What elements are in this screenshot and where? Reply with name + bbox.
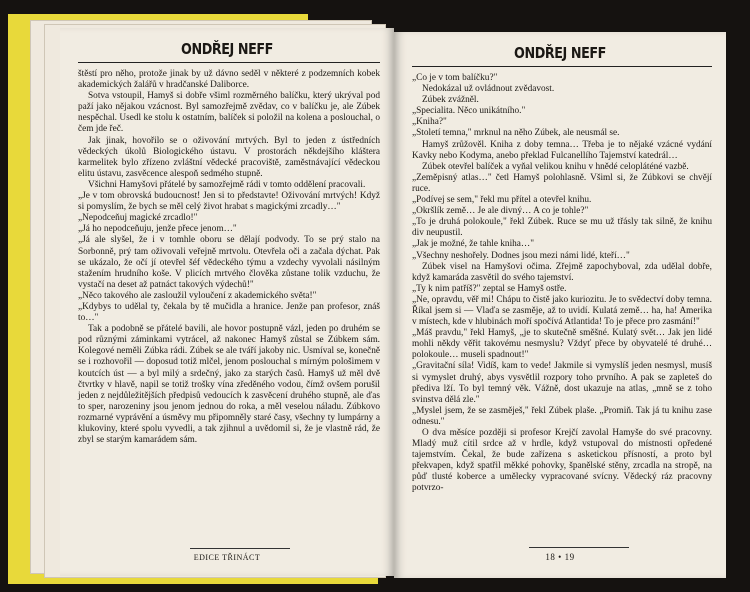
paragraph: „Specialita. Něco unikátního." bbox=[412, 106, 526, 117]
paragraph: „Kdybys to udělal ty, čekala by tě mučidla a hranice. Jenže pan profesor, znáš to…" bbox=[78, 301, 380, 324]
paragraph: „Jak je možné, že tahle kniha…" bbox=[412, 239, 535, 250]
paragraph: „Století temna," mrknul na něho Zúbek, ale neusmál se. bbox=[412, 128, 620, 139]
paragraph: „Všechny neshořely. Dodnes jsou mezi námi lidé, kteří…" bbox=[412, 250, 630, 261]
paragraph: „Myslel jsem, že se zasměješ," řekl Zúbek plaše. „Promiň. Tak já tu knihu zase odnesu." bbox=[412, 405, 712, 427]
page-numbers: 18 • 19 bbox=[545, 552, 575, 562]
header-rule bbox=[78, 62, 380, 63]
footer-rule bbox=[190, 548, 290, 549]
left-page bbox=[60, 28, 394, 576]
paragraph: Tak a podobně se přátelé bavili, ale hovor postupně vázl, jeden po druhém se pod různými záminkami vytrácel, až nakonec Hamyš zůstal se Zúbkem sám. Kolegové neměli Zúbka rádi. Zúbek se ale tváří jakoby nic. Usmíval se, konečně se i rozhovořil — doposud totiž mlčel, jenom poslouchal s mírným pološimem v koutcích úst — a byl milý a srdečný, jako za starých časů. Hamyš už měl dvě čtvrtky v hlavě, napil se totiž trošky vína zředěného vodou, čímž ovšem porušil jeden z nejdůležitějších předpisů vedoucích k zasvěcení druhého stupně, ale ďas to sper, narozeniny jsou jenom jednou do roka, a měl veselou náladu. Zúbkovo rozmarné vyprávění a úsměvy mu připomněly staré časy, všechny ty lumpárny a klukoviny, které spolu vyvedli, a tak zjihnul a uvědomil si, že je vlastně rád, že zbyl se starým kamarádem sám. bbox=[78, 324, 380, 446]
paragraph: Hamyš zrůžověl. Kniha z doby temna… Třeba je to nějaké vzácné vydání Kavky nebo Kodyma, anebo překlad Fulcanellího Tajemství katedrál… bbox=[412, 139, 712, 161]
page-body bbox=[412, 73, 712, 495]
paragraph: „Ty k nim patříš?" zeptal se Hamyš ostře. bbox=[412, 283, 567, 294]
header-rule bbox=[412, 66, 712, 67]
paragraph: „Nepodceňuj magické zrcadlo!" bbox=[78, 213, 198, 224]
page-body bbox=[78, 69, 380, 446]
paragraph: „Já ho nepodceňuju, jenže přece jenom…" bbox=[78, 224, 237, 235]
paragraph: Zúbek zvážněl. bbox=[422, 95, 479, 106]
right-page bbox=[394, 32, 726, 578]
paragraph: „Zeměpisný atlas…" četl Hamyš polohlasně. Všiml si, že Zúbkovi se chvějí ruce. bbox=[412, 172, 712, 194]
paragraph: O dva měsíce později si profesor Krejčí zavolal Hamyše do své pracovny. Mladý muž cítil srdce až v hrdle, když vstupoval do místnosti opředené tajemstvím. Čekal, že bude zařízena s asketickou přísností, a proto byl překvapen, když spatřil měkké pohovky, španělské stěny, zrcadla na stropě, na půď tlusté koberce a umělecky vypracované svícny. Vědecký ráz pracovny potvrzo- bbox=[412, 428, 712, 494]
paragraph: Všichni Hamyšovi přátelé by samozřejmě rádi v tomto oddělení pracovali. bbox=[88, 179, 366, 190]
paragraph: „Něco takového ale zasloužil vyloučení z akademického světa!" bbox=[78, 290, 317, 301]
paragraph: Zúbek visel na Hamyšovi očima. Zřejmě zapochyboval, zda udělal dobře, když kamaráda zasvětil do svého tajemství. bbox=[412, 261, 712, 283]
paragraph: Jak jinak, hovořilo se o oživování mrtvých. Byl to jeden z ústředních vědeckých úkolů Biologického ústavu. V prostorách někdejšího kláštera karmelitek bylo zřízeno zvláštní vědecké pracoviště, zaměstnávající vědeckou elitu ústavu, zasvěcence alespoň sedmého stupně. bbox=[78, 135, 380, 179]
paragraph: „Co je v tom balíčku?" bbox=[412, 73, 498, 83]
paragraph: „Podívej se sem," řekl mu přítel a otevřel knihu. bbox=[412, 195, 592, 206]
paragraph: „Gravitační síla! Vidíš, kam to vede! Jakmile si vymyslíš jeden nesmysl, musíš si vymyslet druhý, abys vysvětlil rozpory toho prvního. A pak se zapleteš do předivа lží. To byl temný věk. Vážně, dost ukazuje na atlas, „mně se z toho svinstva dělá zle." bbox=[412, 361, 712, 405]
running-header: ONDŘEJ NEFF bbox=[514, 44, 606, 62]
paragraph: štěstí pro něho, protože jinak by už dávno seděl v některé z podzemních kobek akademických žalářů v hradčanské Daliborce. bbox=[78, 69, 380, 91]
paragraph: Nedokázal už ovládnout zvědavost. bbox=[422, 84, 555, 95]
paragraph: „Máš pravdu," řekl Hamyš, „je to skutečně směšné. Kulatý svět… Jak jen lidé mohli někdy věřit takovému nesmyslu? Vždyť přece by obyvatelé té druhé… polokoule… museli spadnout!" bbox=[412, 328, 712, 361]
paragraph: „Kniha?" bbox=[412, 117, 447, 128]
running-header: ONDŘEJ NEFF bbox=[181, 40, 273, 58]
paragraph: „Ne, opravdu, věř mi! Chápu to čistě jako kuriozitu. Je to svědectví doby temna. Říkal jsem si — Vlaďa se zasměje, až to uvidí. Kulatá země… ha, ha! Amerika v místech, kde v hlubinách moří spočívá Atlantida! To je přece pro zasmání!" bbox=[412, 294, 712, 328]
paragraph: Zúbek otevřel balíček a vyňal velikou knihu v hnědé celopláténé vazbě. bbox=[422, 161, 689, 172]
paragraph: Sotva vstoupil, Hamyš si dobře všiml rozměrného balíčku, který ukrýval pod paží jako nějakou vzácnost. Byl samozřejmě zvědav, co v balíčku je, ale Zúbek nespěchal. Usedl ke stolu k ostatním, balíček si položil na kolena a poslouchal, o čem jde řeč. bbox=[78, 91, 380, 135]
paragraph: „To je druhá polokoule," řekl Zúbek. Ruce se mu už třásly tak silně, že knihu div neupustil. bbox=[412, 217, 712, 239]
paragraph: „Okršlík země… Je ale divný… A co je tohle?" bbox=[412, 206, 589, 217]
edition-footer: EDICE TŘINÁCT bbox=[193, 553, 261, 562]
paragraph: „Je v tom obrovská budoucnost! Jen si to představte! Oživování mrtvých! Když si pomyslím, že bych se měl celý život hrabat s magickými zrcadly…" bbox=[78, 191, 380, 213]
footer-rule bbox=[529, 547, 629, 548]
paragraph: „Já ale slyšel, že i v tomhle oboru se dělají podvody. To se prý stalo na Sorbonně, prý tam oživovali veřejně mrtvolu. Otevřela oči a začala dýchat. Pak se ukázalo, že očí jí otevřel šéf vědeckého týmu a vzdechy vyvolali násilným stažením hrudního koše. V plicích mrtvého člověka zůstane tolik vzduchu, že vystačí na deset až patnáct takových výdechů!" bbox=[78, 235, 380, 290]
